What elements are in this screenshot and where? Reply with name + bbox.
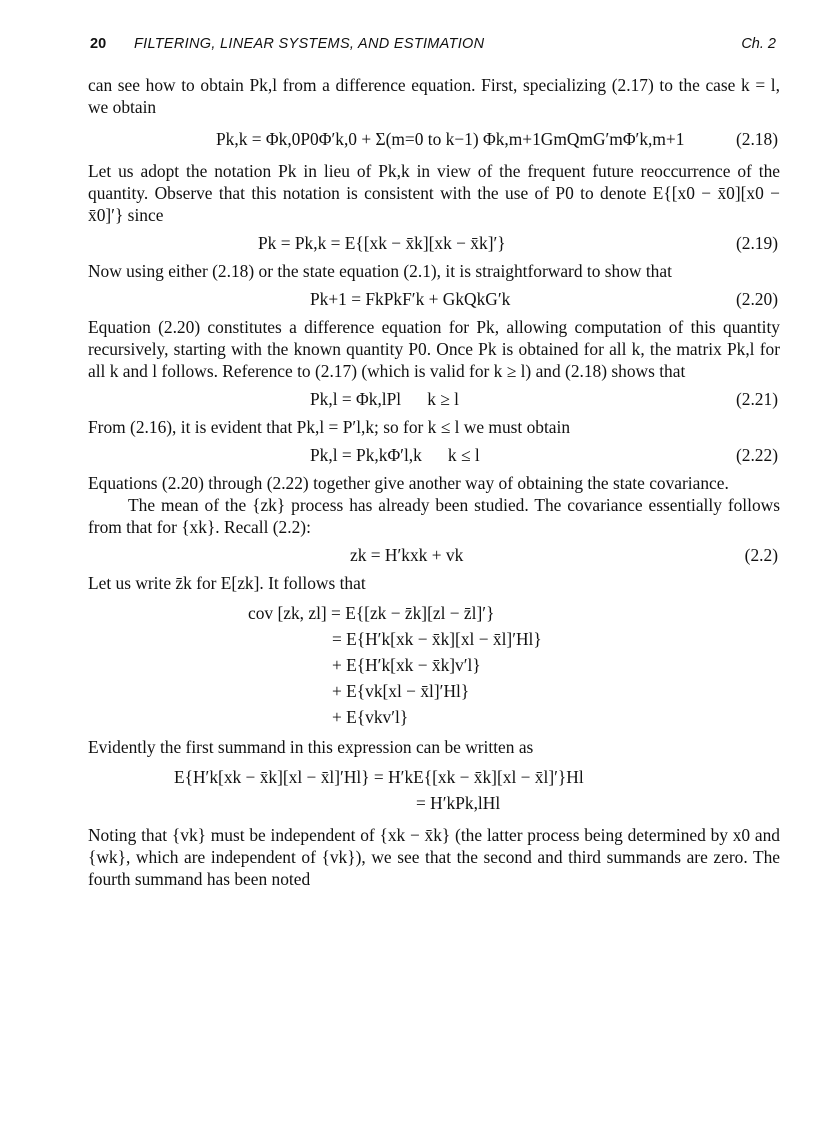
first-summand-derivation (88, 764, 780, 816)
cov-line: cov [zk, zl] = E{[zk − z̄k][zl − z̄l]′} (248, 603, 495, 623)
paragraph-3: Now using either (2.18) or the state equation (2.1), it is straightforward to show that (88, 261, 672, 281)
cov-line: + E{vk[xl − x̄l]′Hl} (332, 681, 470, 701)
equation-2-22-label: (2.22) (735, 445, 778, 465)
equation-2-22-expression: Pk,l = Pk,kΦ′l,k k ≤ l (310, 445, 480, 465)
equation-2-2 (88, 538, 780, 572)
paragraph-6: Equations (2.20) through (2.22) together give another way of obtaining the state covariance. (88, 473, 729, 493)
paragraph-9: Evidently the first summand in this expression can be written as (88, 737, 534, 757)
covariance-derivation (88, 600, 780, 730)
paragraph-4: Equation (2.20) constitutes a difference equation for Pk, allowing computation of this quantity recursively, starting with the known quantity P0. Once Pk is obtained for all k, the matrix Pk,l for all k and l follows. Reference to (2.17) (which is valid for k ≥ l) and (2.18) shows that (88, 317, 780, 381)
equation-2-19 (88, 226, 780, 260)
equation-2-18 (88, 118, 780, 160)
equation-2-2-expression: zk = H′kxk + vk (350, 545, 464, 565)
equation-2-20 (88, 282, 780, 316)
running-title: FILTERING, LINEAR SYSTEMS, AND ESTIMATION (134, 36, 485, 52)
equation-2-18-label: (2.18) (735, 129, 778, 149)
running-header (88, 32, 780, 58)
body-text (88, 74, 780, 890)
paragraph-10: Noting that {vk} must be independent of {xk − x̄k} (the latter process being determined by x0 and {wk}, which are independent of {vk}), we see that the second and third summands are zero. The fourth summand has been noted (88, 825, 780, 889)
equation-2-20-expression: Pk+1 = FkPkF′k + GkQkG′k (310, 289, 511, 309)
equation-2-19-expression: Pk = Pk,k = E{[xk − x̄k][xk − x̄k]′} (258, 233, 506, 253)
summand-line: = H′kPk,lHl (416, 793, 501, 813)
equation-2-19-label: (2.19) (735, 233, 778, 253)
paragraph-5: From (2.16), it is evident that Pk,l = P′l,k; so for k ≤ l we must obtain (88, 417, 571, 437)
equation-2-22 (88, 438, 780, 472)
cov-line: + E{H′k[xk − x̄k]v′l} (332, 655, 481, 675)
paragraph-7: The mean of the {zk} process has already been studied. The covariance essentially follows from that for {xk}. Recall (2.2): (88, 495, 780, 537)
equation-2-2-label: (2.2) (744, 545, 778, 565)
cov-line: + E{vkv′l} (332, 707, 409, 727)
equation-2-18-expression: Pk,k = Φk,0P0Φ′k,0 + Σ(m=0 to k−1) Φk,m+1GmQmG′mΦ′k,m+1 (216, 129, 685, 149)
paragraph-2: Let us adopt the notation Pk in lieu of Pk,k in view of the frequent future reoccurrence of the quantity. Observe that this notation is consistent with the use of P0 to denote E{[x0 − x̄0][x0 − x̄0]′} since (88, 161, 780, 225)
page-number: 20 (90, 36, 107, 52)
summand-line: E{H′k[xk − x̄k][xl − x̄l]′Hl} = H′kE{[xk − x̄k][xl − x̄l]′}Hl (174, 767, 584, 787)
equation-2-20-label: (2.20) (735, 289, 778, 309)
equation-2-21-label: (2.21) (735, 389, 778, 409)
paragraph-1: can see how to obtain Pk,l from a difference equation. First, specializing (2.17) to the case k = l, we obtain (88, 75, 780, 117)
page (88, 32, 780, 890)
paragraph-8: Let us write z̄k for E[zk]. It follows that (88, 573, 366, 593)
cov-line: = E{H′k[xk − x̄k][xl − x̄l]′Hl} (332, 629, 542, 649)
equation-2-21 (88, 382, 780, 416)
equation-2-21-expression: Pk,l = Φk,lPl k ≥ l (310, 389, 459, 409)
chapter-label: Ch. 2 (741, 36, 776, 52)
